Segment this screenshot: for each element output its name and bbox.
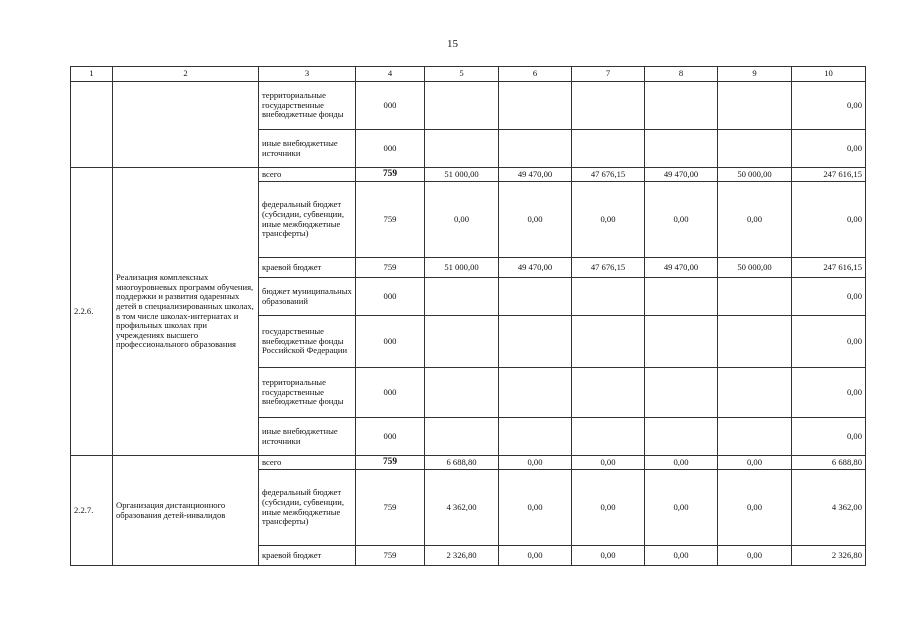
page-number: 15: [447, 38, 458, 50]
value-cell: [499, 418, 572, 456]
source-cell: всего: [259, 168, 356, 182]
value-cell: 4 362,00: [425, 470, 499, 546]
column-header: 4: [356, 67, 425, 82]
value-cell: [499, 368, 572, 418]
column-header: 8: [645, 67, 718, 82]
column-header: 3: [259, 67, 356, 82]
value-cell: 47 676,15: [572, 168, 645, 182]
source-cell: федеральный бюджет (субсидии, субвенции, иные межбюджетные трансферты): [259, 182, 356, 258]
value-cell: 0,00: [572, 456, 645, 470]
source-cell: федеральный бюджет (субсидии, субвенции, иные межбюджетные трансферты): [259, 470, 356, 546]
total-cell: 6 688,80: [792, 456, 866, 470]
code-cell: 000: [356, 418, 425, 456]
item-name-cell: [113, 82, 259, 168]
value-cell: [645, 82, 718, 130]
value-cell: 0,00: [718, 456, 792, 470]
value-cell: [499, 82, 572, 130]
value-cell: 50 000,00: [718, 168, 792, 182]
value-cell: [572, 130, 645, 168]
value-cell: 0,00: [718, 182, 792, 258]
value-cell: 49 470,00: [499, 168, 572, 182]
value-cell: [572, 368, 645, 418]
value-cell: 0,00: [718, 546, 792, 566]
value-cell: [499, 316, 572, 368]
source-cell: государственные внебюджетные фонды Российской Федерации: [259, 316, 356, 368]
value-cell: [425, 130, 499, 168]
value-cell: 0,00: [645, 182, 718, 258]
column-numbers-row: [71, 67, 866, 82]
code-cell: 759: [356, 546, 425, 566]
item-number-cell: 2.2.6.: [71, 168, 113, 456]
value-cell: [645, 130, 718, 168]
value-cell: 0,00: [572, 546, 645, 566]
value-cell: 0,00: [645, 546, 718, 566]
value-cell: [499, 278, 572, 316]
value-cell: [645, 418, 718, 456]
item-number-cell: [71, 82, 113, 168]
value-cell: 0,00: [572, 470, 645, 546]
column-header: 10: [792, 67, 866, 82]
total-cell: 0,00: [792, 278, 866, 316]
value-cell: [718, 130, 792, 168]
value-cell: 0,00: [499, 546, 572, 566]
total-cell: 0,00: [792, 368, 866, 418]
value-cell: [425, 316, 499, 368]
source-cell: бюджет муниципальных образований: [259, 278, 356, 316]
table-row: [71, 82, 866, 130]
source-cell: краевой бюджет: [259, 258, 356, 278]
value-cell: 2 326,80: [425, 546, 499, 566]
total-cell: 4 362,00: [792, 470, 866, 546]
code-cell: 000: [356, 130, 425, 168]
item-name-cell: Реализация комплексных многоуровневых программ обучения, поддержки и развития одаренных детей в специализированных школах, в том числе школах-интернатах и профильных школах при учреждениях высшего профессионального образования: [113, 168, 259, 456]
total-cell: 0,00: [792, 182, 866, 258]
table-row: [71, 456, 866, 470]
column-header: 1: [71, 67, 113, 82]
value-cell: [645, 368, 718, 418]
source-cell: иные внебюджетные источники: [259, 130, 356, 168]
total-cell: 0,00: [792, 130, 866, 168]
budget-table: [70, 66, 866, 566]
value-cell: 51 000,00: [425, 258, 499, 278]
code-cell: 000: [356, 82, 425, 130]
value-cell: 0,00: [718, 470, 792, 546]
value-cell: 49 470,00: [499, 258, 572, 278]
value-cell: [718, 82, 792, 130]
column-header: 2: [113, 67, 259, 82]
value-cell: [425, 418, 499, 456]
total-cell: 247 616,15: [792, 258, 866, 278]
code-cell: 000: [356, 368, 425, 418]
source-cell: территориальные государственные внебюджетные фонды: [259, 82, 356, 130]
value-cell: [718, 368, 792, 418]
item-name-cell: Организация дистанционного образования детей-инвалидов: [113, 456, 259, 566]
value-cell: [645, 278, 718, 316]
value-cell: [499, 130, 572, 168]
value-cell: [718, 418, 792, 456]
table-row: [71, 168, 866, 182]
total-cell: 0,00: [792, 316, 866, 368]
code-cell: 759: [356, 168, 425, 182]
value-cell: 0,00: [645, 470, 718, 546]
value-cell: 0,00: [645, 456, 718, 470]
value-cell: [425, 278, 499, 316]
value-cell: 0,00: [572, 182, 645, 258]
value-cell: [425, 368, 499, 418]
value-cell: 0,00: [499, 470, 572, 546]
item-number-cell: 2.2.7.: [71, 456, 113, 566]
column-header: 9: [718, 67, 792, 82]
value-cell: [718, 316, 792, 368]
total-cell: 0,00: [792, 82, 866, 130]
value-cell: [572, 278, 645, 316]
value-cell: 51 000,00: [425, 168, 499, 182]
code-cell: 000: [356, 316, 425, 368]
value-cell: 49 470,00: [645, 258, 718, 278]
value-cell: [425, 82, 499, 130]
code-cell: 759: [356, 258, 425, 278]
value-cell: 50 000,00: [718, 258, 792, 278]
value-cell: 0,00: [499, 456, 572, 470]
value-cell: 6 688,80: [425, 456, 499, 470]
total-cell: 0,00: [792, 418, 866, 456]
column-header: 7: [572, 67, 645, 82]
value-cell: 47 676,15: [572, 258, 645, 278]
value-cell: [572, 316, 645, 368]
value-cell: 49 470,00: [645, 168, 718, 182]
value-cell: [572, 418, 645, 456]
value-cell: 0,00: [499, 182, 572, 258]
total-cell: 247 616,15: [792, 168, 866, 182]
value-cell: [718, 278, 792, 316]
value-cell: 0,00: [425, 182, 499, 258]
code-cell: 759: [356, 470, 425, 546]
source-cell: иные внебюджетные источники: [259, 418, 356, 456]
source-cell: краевой бюджет: [259, 546, 356, 566]
column-header: 5: [425, 67, 499, 82]
code-cell: 759: [356, 456, 425, 470]
code-cell: 759: [356, 182, 425, 258]
source-cell: всего: [259, 456, 356, 470]
code-cell: 000: [356, 278, 425, 316]
total-cell: 2 326,80: [792, 546, 866, 566]
value-cell: [572, 82, 645, 130]
column-header: 6: [499, 67, 572, 82]
source-cell: территориальные государственные внебюджетные фонды: [259, 368, 356, 418]
value-cell: [645, 316, 718, 368]
